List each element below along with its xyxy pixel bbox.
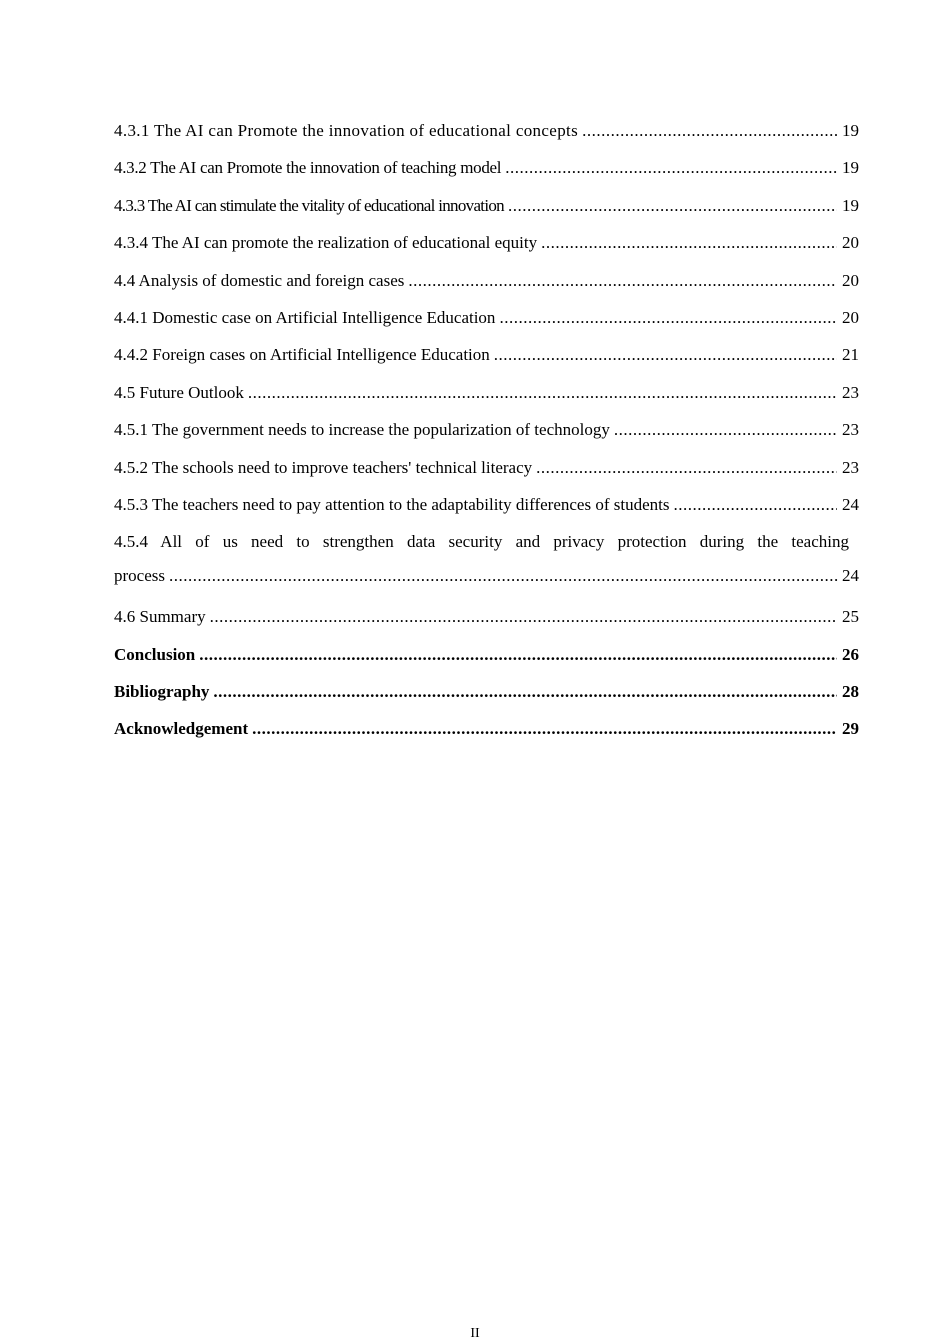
toc-leader-dots bbox=[248, 381, 837, 405]
toc-entry-label-line1: 4.5.4 All of us need to strengthen data security and privacy protection during the teaching bbox=[114, 532, 849, 552]
toc-leader-dots bbox=[614, 418, 837, 442]
toc-entry-page: 19 bbox=[842, 195, 859, 215]
toc-entry-line2 bbox=[114, 564, 859, 588]
toc-entry-label: 4.3.4 The AI can promote the realization of educational equity bbox=[114, 233, 538, 253]
toc-entry-label: 4.4.2 Foreign cases on Artificial Intelligence Education bbox=[114, 345, 490, 365]
toc-entry-label: 4.5.1 The government needs to increase the popularization of technology bbox=[114, 420, 610, 440]
toc-leader-dots bbox=[536, 456, 837, 480]
page-number-footer: II bbox=[470, 1326, 480, 1341]
toc-entry-4-4-1[interactable] bbox=[114, 306, 859, 343]
table-of-contents bbox=[114, 119, 859, 755]
toc-entry-label: 4.3.2 The AI can Promote the innovation of teaching model bbox=[114, 158, 502, 178]
toc-entry-4-5[interactable] bbox=[114, 381, 859, 418]
toc-entry-4-3-4[interactable] bbox=[114, 231, 859, 268]
toc-leader-dots bbox=[499, 306, 837, 330]
toc-entry-bibliography[interactable] bbox=[114, 680, 859, 717]
toc-leader-dots bbox=[210, 605, 837, 629]
toc-entry-4-6[interactable] bbox=[114, 605, 859, 642]
toc-leader-dots bbox=[508, 194, 837, 218]
toc-entry-page: 23 bbox=[842, 457, 859, 477]
toc-entry-page: 24 bbox=[842, 494, 859, 514]
toc-leader-dots bbox=[494, 343, 837, 367]
toc-entry-4-5-2[interactable] bbox=[114, 456, 859, 493]
toc-entry-page: 23 bbox=[842, 382, 859, 402]
toc-entry-page: 24 bbox=[842, 566, 859, 586]
toc-entry-conclusion[interactable] bbox=[114, 643, 859, 680]
toc-entry-page: 20 bbox=[842, 270, 859, 290]
toc-entry-label: 4.4.1 Domestic case on Artificial Intelligence Education bbox=[114, 307, 496, 327]
toc-entry-page: 25 bbox=[842, 607, 859, 627]
toc-entry-page: 21 bbox=[842, 345, 859, 365]
toc-leader-dots bbox=[169, 564, 838, 588]
toc-entry-4-3-1[interactable] bbox=[114, 119, 859, 156]
toc-entry-page: 19 bbox=[842, 121, 859, 140]
toc-entry-4-4[interactable] bbox=[114, 269, 859, 306]
toc-entry-page: 23 bbox=[842, 420, 859, 440]
toc-leader-dots bbox=[505, 156, 837, 180]
toc-leader-dots bbox=[252, 717, 837, 741]
toc-entry-label: 4.6 Summary bbox=[114, 607, 206, 627]
toc-entry-label: Conclusion bbox=[114, 644, 196, 664]
toc-entry-page: 20 bbox=[842, 307, 859, 327]
toc-entry-4-3-3[interactable] bbox=[114, 194, 859, 231]
toc-entry-4-3-2[interactable] bbox=[114, 156, 859, 193]
toc-leader-dots bbox=[213, 680, 837, 704]
toc-leader-dots bbox=[408, 269, 837, 293]
toc-entry-4-4-2[interactable] bbox=[114, 343, 859, 380]
toc-entry-label: 4.4 Analysis of domestic and foreign cases bbox=[114, 270, 405, 290]
toc-entry-label: 4.5.2 The schools need to improve teachers' technical literacy bbox=[114, 457, 533, 477]
toc-entry-label-line2: process bbox=[114, 566, 165, 586]
toc-entry-label: 4.3.1 The AI can Promote the innovation of educational concepts bbox=[114, 121, 579, 140]
toc-entry-page: 26 bbox=[842, 644, 859, 664]
toc-entry-page: 29 bbox=[842, 719, 859, 739]
toc-leader-dots bbox=[582, 119, 837, 143]
toc-entry-label: Acknowledgement bbox=[114, 719, 249, 739]
toc-entry-4-5-4[interactable] bbox=[114, 530, 859, 605]
toc-entry-label: 4.3.3 The AI can stimulate the vitality of educational innovation bbox=[114, 195, 504, 215]
toc-entry-label: Bibliography bbox=[114, 682, 210, 702]
toc-leader-dots bbox=[199, 643, 837, 667]
toc-entry-page: 28 bbox=[842, 682, 859, 702]
toc-entry-4-5-3[interactable] bbox=[114, 493, 859, 530]
toc-entry-label: 4.5.3 The teachers need to pay attention to the adaptability differences of students bbox=[114, 494, 670, 514]
toc-entry-page: 19 bbox=[842, 158, 859, 178]
toc-leader-dots bbox=[541, 231, 837, 255]
toc-entry-label: 4.5 Future Outlook bbox=[114, 382, 244, 402]
toc-entry-page: 20 bbox=[842, 233, 859, 253]
toc-leader-dots bbox=[673, 493, 837, 517]
toc-entry-4-5-1[interactable] bbox=[114, 418, 859, 455]
toc-entry-acknowledgement[interactable] bbox=[114, 717, 859, 754]
